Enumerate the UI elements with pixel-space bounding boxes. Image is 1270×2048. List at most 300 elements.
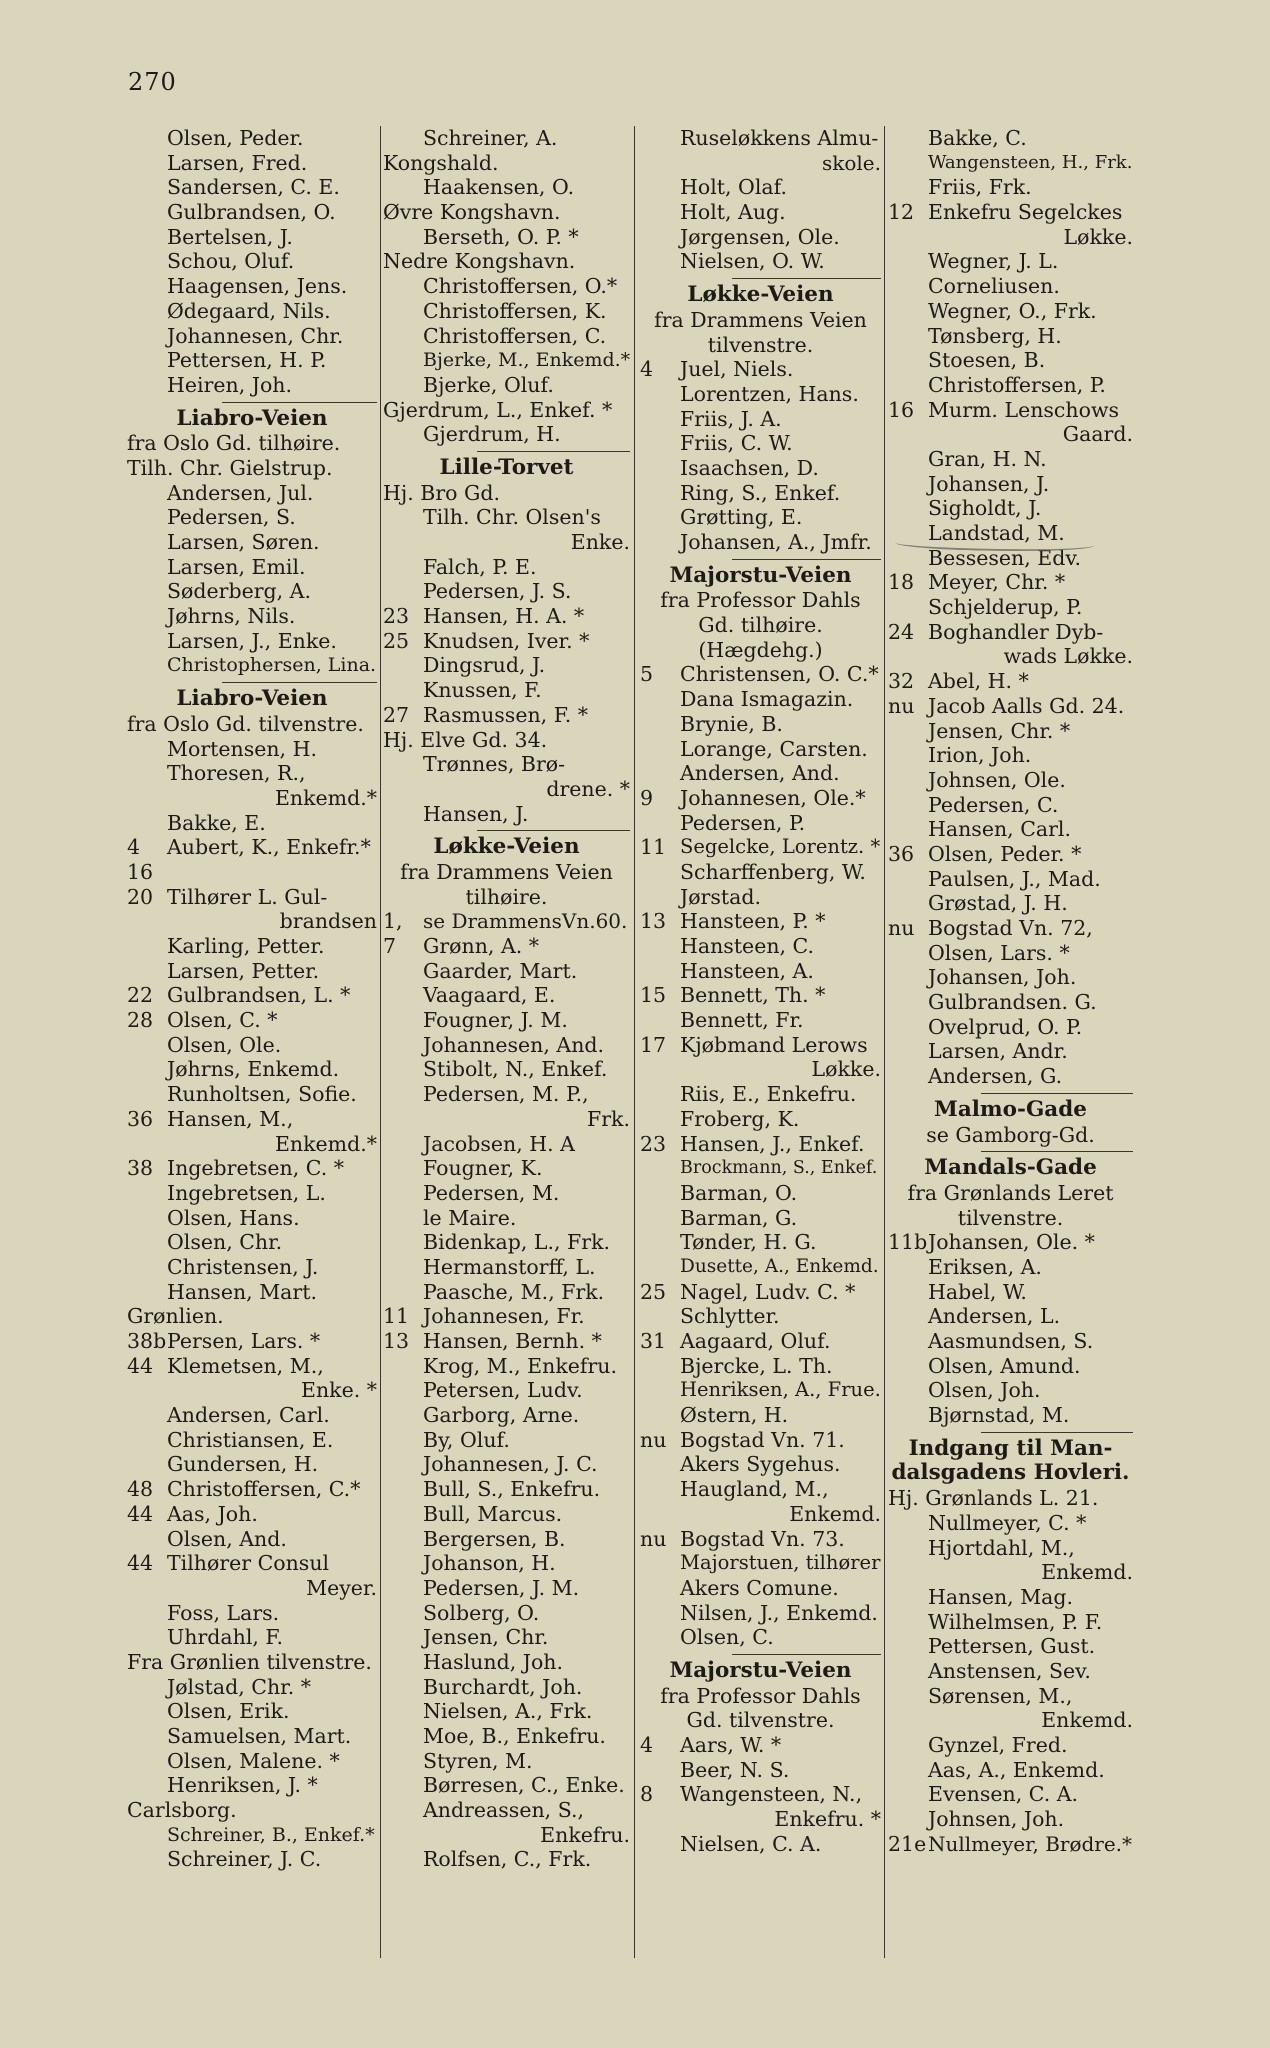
house-number: 22 (127, 983, 154, 1008)
entry-text: Nullmeyer, C. * (928, 1510, 1087, 1535)
house-number: 21e (888, 1831, 927, 1856)
entry-text: Kjøbmand Lerows (680, 1032, 868, 1057)
entry-text: Hj. Bro Gd. (383, 480, 501, 505)
location-note (127, 1304, 377, 1329)
entry-text: Olsen, Lars. * (928, 940, 1070, 965)
directory-entry (383, 1033, 630, 1058)
house-number: 16 (888, 397, 915, 422)
directory-entry (640, 983, 881, 1008)
entry-text: Larsen, J., Enke. (167, 628, 337, 653)
entry-text: Christiansen, E. (167, 1427, 334, 1452)
entry-text: Gjerdrum, H. (423, 422, 561, 447)
entry-text: Aars, W. * (680, 1733, 782, 1757)
directory-entry (888, 1354, 1133, 1379)
house-number: 44 (127, 1551, 154, 1576)
entry-text: Pedersen, M. P., (423, 1082, 589, 1107)
directory-entry (888, 867, 1133, 892)
directory-entry (383, 1675, 630, 1700)
street-subheading (640, 638, 881, 663)
directory-entry (888, 200, 1133, 225)
entry-text: Petersen, Ludv. (423, 1378, 583, 1403)
directory-entry (127, 505, 377, 530)
directory-entry (127, 1551, 377, 1576)
directory-entry (383, 175, 630, 200)
street-heading (383, 456, 630, 481)
entry-text: Sigholdt, J. (928, 496, 1042, 521)
column-2 (383, 126, 630, 1872)
entry-text: Garborg, Arne. (423, 1403, 580, 1428)
directory-entry (383, 126, 630, 151)
directory-entry (640, 1132, 881, 1157)
directory-entry (888, 1782, 1133, 1807)
entry-text: Nielsen, A., Frk. (423, 1699, 593, 1724)
entry-text: tilhøire. (465, 884, 548, 909)
entry-text: Aubert, K., Enkefr.* (167, 835, 371, 860)
house-number: 4 (640, 357, 654, 382)
entry-text: Landstad, M. (928, 521, 1065, 545)
directory-entry (888, 496, 1133, 521)
entry-text: Bakke, E. (167, 810, 266, 835)
house-number: 11 (640, 835, 667, 860)
column-divider (884, 126, 885, 1958)
directory-entry (640, 761, 881, 786)
entry-text: Persen, Lars. * (167, 1329, 321, 1353)
street-heading (640, 1659, 881, 1684)
entry-text: Enke. * (300, 1378, 377, 1403)
entry-text: Enkemd.* (274, 785, 377, 810)
directory-entry (383, 1527, 630, 1552)
entry-text: Olsen, Malene. * (167, 1748, 340, 1773)
street-subheading (640, 588, 881, 613)
directory-entry (127, 1823, 377, 1848)
entry-text: Samuelsen, Mart. (167, 1724, 352, 1748)
directory-entry (127, 249, 377, 274)
directory-entry (888, 1733, 1133, 1758)
entry-text: Segelcke, Lorentz. * (680, 835, 881, 859)
entry-text: Gundersen, H. (167, 1452, 319, 1477)
directory-entry (640, 712, 881, 737)
entry-text: Løkke-Veien (687, 282, 834, 308)
entry-text: Meyer, Chr. * (928, 570, 1066, 595)
directory-entry (127, 1452, 377, 1477)
directory-entry (127, 737, 377, 762)
entry-text: Johannesen, Ole.* (680, 785, 866, 810)
directory-entry (640, 1329, 881, 1354)
directory-entry (383, 703, 630, 728)
entry-text: Nagel, Ludv. C. * (680, 1279, 856, 1304)
directory-entry (640, 1782, 881, 1807)
entry-text: Bidenkap, L., Frk. (423, 1230, 611, 1255)
directory-entry (640, 1477, 881, 1502)
entry-text: Tilh. Chr. Olsen's (423, 505, 601, 530)
entry-text: Jensen, Chr. * (928, 718, 1071, 743)
entry-text: Lorange, Carsten. (680, 736, 868, 761)
street-subheading (888, 1123, 1133, 1148)
page-number: 270 (128, 68, 177, 96)
directory-entry (383, 802, 630, 827)
entry-text: Wangensteen, N., (680, 1782, 863, 1807)
entry-text: Pedersen, P. (680, 810, 806, 835)
entry-text: Tilh. Chr. Gielstrup. (127, 455, 333, 480)
section-divider (640, 278, 881, 279)
directory-entry (127, 1601, 377, 1626)
entry-text: tilvenstre. (957, 1205, 1064, 1230)
entry-text: fra Grønlands Leret (907, 1180, 1114, 1205)
location-note (888, 1486, 1133, 1511)
location-note (383, 728, 630, 753)
entry-continuation (640, 1807, 881, 1832)
entry-text: Wegner, J. L. (928, 249, 1059, 274)
entry-text: Johnsen, Joh. (928, 1807, 1065, 1832)
entry-text: Jacobsen, H. A (423, 1131, 575, 1156)
entry-text: Knudsen, Iver. * (423, 628, 590, 653)
house-number: 11b (888, 1230, 928, 1255)
directory-entry (888, 1280, 1133, 1305)
directory-entry (383, 1625, 630, 1650)
entry-text: Beer, N. S. (680, 1757, 790, 1782)
directory-entry (383, 1206, 630, 1231)
location-note (383, 398, 630, 423)
house-number: 1, (383, 909, 403, 934)
location-note (383, 481, 630, 506)
entry-continuation (888, 644, 1133, 669)
entry-text: Larsen, Søren. (167, 530, 320, 554)
entry-text: Jensen, Chr. (423, 1625, 549, 1650)
section-divider (640, 559, 881, 560)
entry-text: Enke. (570, 530, 630, 554)
entry-text: Majorstu-Veien (669, 1657, 852, 1683)
entry-text: Hj. Grønlands L. 21. (888, 1486, 1099, 1511)
directory-entry (640, 1107, 881, 1132)
house-number: 38b (127, 1329, 167, 1353)
entry-text: Olsen, Ole. (167, 1032, 282, 1057)
entry-text: Andersen, Carl. (167, 1403, 330, 1428)
street-subheading (383, 860, 630, 885)
entry-text: Olsen, Amund. (928, 1353, 1081, 1378)
entry-text: (Hægdehg.) (698, 637, 823, 662)
house-number: 15 (640, 983, 667, 1008)
entry-text: Irion, Joh. (928, 743, 1032, 768)
directory-entry (888, 965, 1133, 990)
street-subheading (888, 1181, 1133, 1206)
directory-entry (888, 694, 1133, 719)
entry-text: Dusette, A., Enkemd. (680, 1255, 879, 1277)
entry-text: Meyer. (306, 1575, 377, 1600)
entry-continuation (640, 151, 881, 176)
entry-text: Andersen, And. (680, 761, 840, 786)
directory-entry (383, 959, 630, 984)
directory-entry (127, 225, 377, 250)
entry-text: wads Løkke. (1003, 644, 1133, 669)
house-number: 18 (888, 570, 915, 595)
house-number: 32 (888, 669, 915, 694)
house-number: 8 (640, 1782, 654, 1807)
entry-text: Kongshald. (383, 150, 499, 175)
directory-entry (127, 604, 377, 629)
directory-entry (127, 1699, 377, 1724)
entry-text: Schou, Oluf. (167, 249, 295, 274)
house-number: 16 (127, 859, 154, 884)
directory-entry (127, 1107, 377, 1132)
directory-entry (888, 1807, 1133, 1832)
directory-entry (383, 1428, 630, 1453)
entry-text: Schreiner, B., Enkef.* (167, 1823, 375, 1846)
directory-entry (888, 126, 1133, 151)
entry-text: Jølstad, Chr. * (167, 1674, 311, 1699)
entry-text: Paulsen, J., Mad. (928, 866, 1101, 891)
entry-text: Løkke. (811, 1057, 881, 1082)
directory-entry (383, 1650, 630, 1675)
directory-entry (640, 1304, 881, 1329)
entry-text: Barman, G. (680, 1205, 798, 1230)
directory-entry (127, 811, 377, 836)
entry-text: Andersen, L. (928, 1304, 1061, 1329)
street-subheading (640, 613, 881, 638)
directory-entry (127, 299, 377, 324)
directory-entry (383, 1798, 630, 1823)
entry-text: se Gamborg-Gd. (926, 1122, 1095, 1147)
entry-text: Bogstad Vn. 72, (928, 916, 1093, 940)
directory-entry (383, 1749, 630, 1774)
entry-continuation (127, 1132, 377, 1157)
entry-text: Jøhrns, Enkemd. (167, 1057, 340, 1082)
directory-entry (888, 299, 1133, 324)
directory-entry (127, 1057, 377, 1082)
directory-entry (640, 126, 881, 151)
directory-entry (127, 1033, 377, 1058)
entry-text: Sørensen, M., (928, 1683, 1073, 1708)
entry-text: Akers Sygehus. (680, 1452, 841, 1477)
entry-text: Andersen, Jul. (167, 480, 314, 505)
house-number: 20 (127, 884, 154, 909)
entry-text: Scharffenberg, W. (680, 859, 866, 884)
entry-text: Evensen, C. A. (928, 1782, 1079, 1807)
directory-entry (383, 555, 630, 580)
entry-text: Frk. (587, 1106, 630, 1131)
directory-entry (640, 481, 881, 506)
entry-text: Bull, Marcus. (423, 1501, 563, 1526)
directory-entry (640, 456, 881, 481)
directory-entry (640, 1625, 881, 1650)
entry-continuation (127, 909, 377, 934)
entry-text: Hansen, Carl. (928, 817, 1071, 842)
entry-continuation (888, 422, 1133, 447)
directory-entry (127, 274, 377, 299)
entry-text: Corneliusen. (928, 274, 1060, 299)
house-number: 12 (888, 200, 915, 225)
directory-entry (383, 934, 630, 959)
house-number: nu (888, 693, 915, 718)
entry-text: Pedersen, S. (167, 505, 296, 530)
entry-text: Styren, M. (423, 1748, 533, 1773)
house-number: 27 (383, 702, 410, 727)
section-divider (383, 830, 630, 831)
directory-entry (640, 737, 881, 762)
entry-text: Fougner, K. (423, 1156, 543, 1181)
directory-entry (640, 687, 881, 712)
entry-text: Gulbrandsen, L. * (167, 983, 351, 1008)
entry-text: Bjerke, M., Enkemd.* (423, 349, 631, 372)
column-4 (888, 126, 1133, 1856)
entry-text: Haagensen, Jens. (167, 274, 348, 299)
house-number: 38 (127, 1156, 154, 1181)
entry-text: Bakke, C. (928, 126, 1027, 150)
entry-text: Larsen, Emil. (167, 554, 306, 579)
section-divider (383, 451, 630, 452)
entry-text: Schreiner, A. (423, 126, 558, 150)
directory-entry (888, 1536, 1133, 1561)
entry-text: Lille-Torvet (439, 454, 574, 480)
directory-entry (640, 1255, 881, 1280)
directory-entry (888, 1304, 1133, 1329)
directory-entry (640, 1832, 881, 1857)
directory-entry (127, 1724, 377, 1749)
directory-entry (640, 1082, 881, 1107)
entry-text: Schjelderup, P. (928, 595, 1083, 620)
entry-text: Mortensen, H. (167, 736, 317, 761)
directory-entry (888, 1230, 1133, 1255)
directory-entry (888, 669, 1133, 694)
directory-entry (127, 983, 377, 1008)
directory-entry (383, 1502, 630, 1527)
house-number: 17 (640, 1032, 667, 1057)
entry-text: Grøtting, E. (680, 505, 803, 530)
directory-entry (888, 324, 1133, 349)
entry-text: Hansen, Bernh. * (423, 1329, 602, 1353)
entry-text: Gaarder, Mart. (423, 958, 578, 983)
directory-entry (127, 860, 377, 885)
section-divider (888, 1151, 1133, 1152)
directory-entry (127, 1773, 377, 1798)
directory-entry (383, 1329, 630, 1354)
directory-entry (383, 1132, 630, 1157)
directory-entry (383, 1304, 630, 1329)
directory-entry (888, 1832, 1133, 1857)
entry-text: Gulbrandsen, O. (167, 200, 336, 225)
entry-text: skole. (821, 150, 881, 175)
directory-entry (127, 885, 377, 910)
directory-entry (888, 1511, 1133, 1536)
directory-entry (888, 249, 1133, 274)
directory-entry (888, 842, 1133, 867)
house-number: nu (640, 1427, 667, 1452)
house-number: 5 (640, 662, 654, 687)
entry-text: Nilsen, J., Enkemd. (680, 1600, 878, 1625)
entry-text: Aasmundsen, S. (928, 1329, 1094, 1353)
entry-text: Stibolt, N., Enkef. (423, 1057, 608, 1082)
directory-entry (127, 1181, 377, 1206)
entry-text: Knussen, F. (423, 678, 542, 703)
entry-text: Ingebretsen, L. (167, 1180, 326, 1205)
entry-text: Indgang til Man- (908, 1435, 1113, 1461)
entry-text: Barman, O. (680, 1180, 798, 1205)
entry-text: Tønder, H. G. (680, 1230, 817, 1255)
entry-text: Hjortdahl, M., (928, 1535, 1075, 1560)
directory-entry (888, 472, 1133, 497)
entry-text: Hansen, J. (423, 801, 529, 826)
directory-entry (888, 1585, 1133, 1610)
street-heading (888, 1156, 1133, 1181)
entry-text: Aas, Joh. (167, 1501, 258, 1526)
directory-entry (127, 761, 377, 786)
directory-entry (127, 200, 377, 225)
directory-entry (888, 1634, 1133, 1659)
house-number: nu (888, 916, 915, 940)
entry-text: fra Oslo Gd. tilhøire. (127, 431, 341, 456)
entry-text: Christensen, J. (167, 1254, 319, 1279)
entry-text: Thoresen, R., (167, 761, 306, 786)
column-3 (640, 126, 881, 1856)
entry-text: Henriksen, J. * (167, 1773, 318, 1798)
directory-entry (888, 1378, 1133, 1403)
entry-text: Hansen, H. A. * (423, 604, 585, 629)
entry-text: Schlytter. (680, 1304, 780, 1329)
directory-entry (383, 1576, 630, 1601)
entry-text: Carlsborg. (127, 1798, 237, 1823)
entry-text: Christoffersen, K. (423, 298, 607, 323)
directory-entry (127, 1403, 377, 1428)
directory-entry (127, 1527, 377, 1552)
directory-entry (640, 1403, 881, 1428)
section-divider (127, 682, 377, 683)
directory-entry (383, 678, 630, 703)
house-number: 36 (127, 1106, 154, 1131)
entry-text: Larsen, Andr. (928, 1039, 1068, 1064)
directory-entry (127, 1354, 377, 1379)
directory-entry (640, 407, 881, 432)
entry-text: fra Oslo Gd. tilvenstre. (127, 711, 364, 736)
house-number: 13 (383, 1329, 410, 1353)
entry-text: Andersen, G. (928, 1064, 1063, 1089)
entry-text: Gaard. (1062, 422, 1133, 447)
entry-text: Enkemd. (1041, 1560, 1133, 1585)
entry-text: Majorstu-Veien (669, 562, 852, 588)
location-note (383, 151, 630, 176)
directory-entry (383, 579, 630, 604)
entry-text: Bennett, Fr. (680, 1008, 804, 1033)
entry-text: Jørstad. (680, 884, 761, 909)
directory-entry (640, 249, 881, 274)
directory-entry (640, 431, 881, 456)
directory-entry (888, 1659, 1133, 1684)
entry-text: Holt, Olaf. (680, 175, 788, 200)
directory-entry (383, 299, 630, 324)
entry-text: Hj. Elve Gd. 34. (383, 727, 548, 752)
directory-entry (383, 909, 630, 934)
directory-entry (127, 934, 377, 959)
entry-text: Johanson, H. (423, 1551, 556, 1576)
entry-text: Nedre Kongshavn. (383, 249, 576, 274)
entry-text: Aas, A., Enkemd. (928, 1757, 1105, 1782)
entry-text: Gd. tilhøire. (698, 613, 823, 638)
entry-text: Pettersen, Gust. (928, 1634, 1096, 1659)
entry-text: drene. * (546, 776, 630, 801)
directory-entry (127, 1625, 377, 1650)
directory-entry (383, 1378, 630, 1403)
entry-text: Hansteen, A. (680, 958, 814, 983)
entry-text: Burchardt, Joh. (423, 1674, 583, 1699)
directory-entry (888, 274, 1133, 299)
entry-continuation (888, 1708, 1133, 1733)
directory-entry (640, 1206, 881, 1231)
entry-text: Christoffersen, O.* (423, 274, 618, 299)
directory-entry (640, 934, 881, 959)
directory-entry (127, 1082, 377, 1107)
column-divider (634, 126, 635, 1958)
entry-text: Johansen, Joh. (928, 965, 1077, 990)
entry-continuation (127, 1576, 377, 1601)
directory-entry (888, 447, 1133, 472)
